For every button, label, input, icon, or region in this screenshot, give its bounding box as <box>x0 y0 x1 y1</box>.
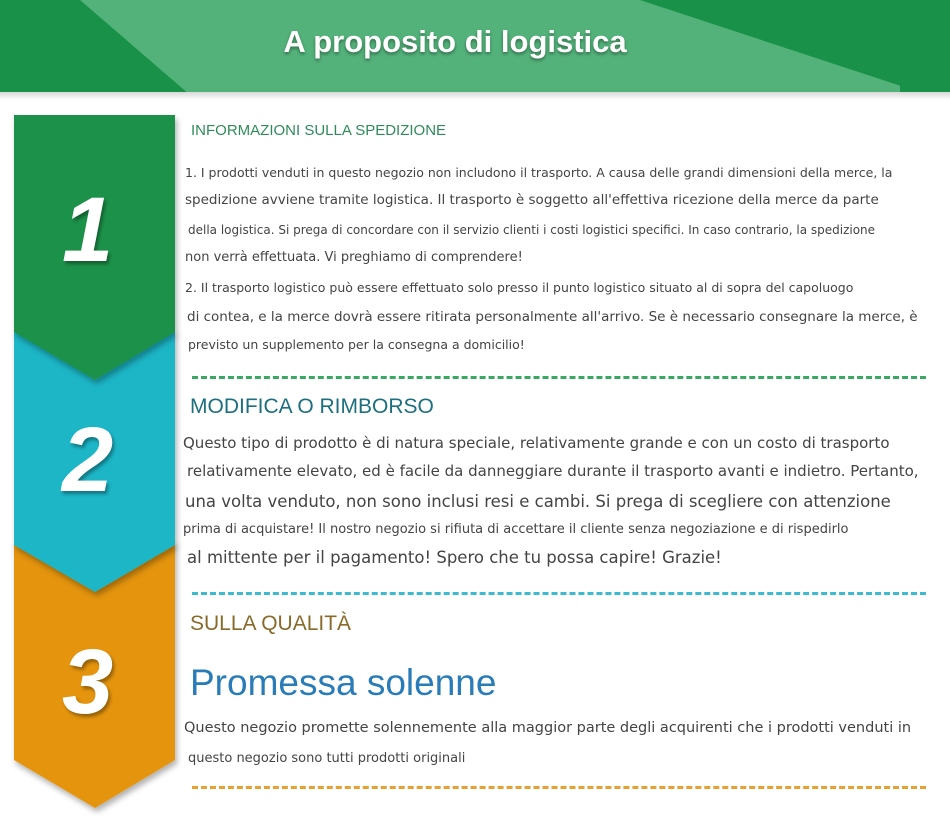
section-title-shipping: INFORMAZIONI SULLA SPEDIZIONE <box>191 122 447 139</box>
section-title-refund: MODIFICA O RIMBORSO <box>190 395 434 418</box>
page-title: A proposito di logistica <box>283 24 627 59</box>
divider-orange <box>192 786 926 789</box>
shipping-line: di contea, e la merce dovrà essere ritirata personalmente all'arrivo. Se è necessario consegnare la merce, è <box>187 309 918 325</box>
refund-line: Questo tipo di prodotto è di natura speciale, relativamente grande e con un costo di trasporto <box>183 434 890 452</box>
section-title-quality: SULLA QUALITÀ <box>190 612 352 635</box>
step-number-1: 1 <box>62 179 114 281</box>
refund-line: al mittente per il pagamento! Spero che tu possa capire! Grazie! <box>187 548 722 567</box>
shipping-line: spedizione avviene tramite logistica. Il trasporto è soggetto all'effettiva ricezione della merce da parte <box>185 192 879 208</box>
divider-green <box>192 376 926 379</box>
divider-teal <box>192 592 926 595</box>
refund-line: relativamente elevato, ed è facile da danneggiare durante il trasporto avanti e indietro. Pertanto, <box>187 462 919 480</box>
quality-line: Questo negozio promette solennemente alla maggior parte degli acquirenti che i prodotti venduti in <box>184 720 912 736</box>
shipping-line: 2. Il trasporto logistico può essere effettuato solo presso il punto logistico situato al di sopra del capoluogo <box>185 280 854 295</box>
shipping-line: non verrà effettuata. Vi preghiamo di comprendere! <box>185 250 523 265</box>
refund-line: prima di acquistare! Il nostro negozio si rifiuta di accettare il cliente senza negoziazione e di rispedirlo <box>183 522 849 537</box>
step-number-2: 2 <box>62 409 114 511</box>
promise-heading: Promessa solenne <box>190 662 497 703</box>
quality-line: questo negozio sono tutti prodotti originali <box>188 751 466 766</box>
step-number-3: 3 <box>62 631 114 733</box>
shipping-line: 1. I prodotti venduti in questo negozio non includono il trasporto. A causa delle grandi dimensioni della merce, la <box>185 165 893 180</box>
shipping-line: previsto un supplemento per la consegna a domicilio! <box>188 337 525 352</box>
refund-line: una volta venduto, non sono inclusi resi e cambi. Si prega di scegliere con attenzione <box>185 492 891 511</box>
shipping-line: della logistica. Si prega di concordare con il servizio clienti i costi logistici specifici. In caso contrario, la spedizione <box>188 223 876 237</box>
step-ribbon <box>0 0 200 835</box>
